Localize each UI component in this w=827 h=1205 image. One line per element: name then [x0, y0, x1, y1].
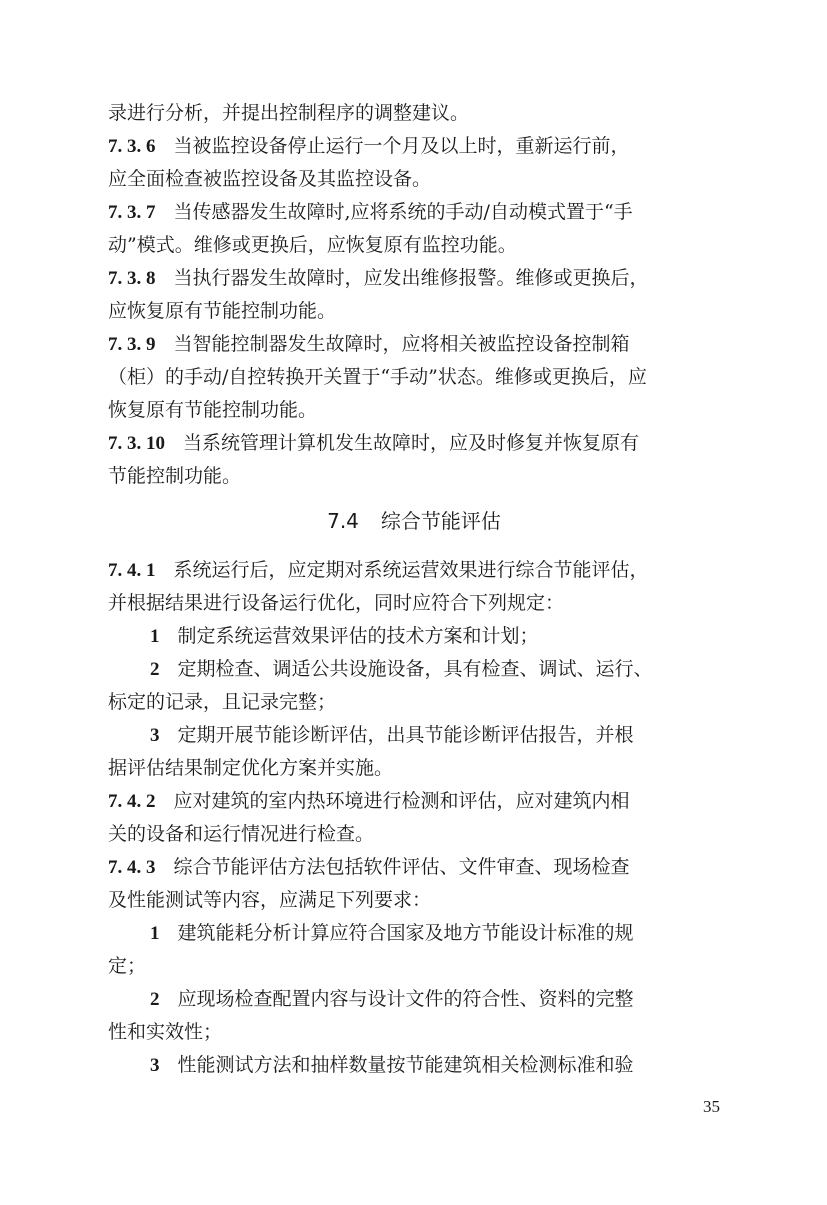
clause-number: 7. 3. 6: [108, 136, 156, 157]
text-line: （柜）的手动/自控转换开关置于“手动”状态。维修或更换后，应: [108, 366, 647, 388]
text-line: 应全面检查被监控设备及其监控设备。: [108, 168, 432, 190]
section-number: 7.4: [327, 509, 359, 533]
text-line: 及性能测试等内容，应满足下列要求：: [108, 889, 432, 911]
clause-number: 7. 3. 9: [108, 334, 156, 355]
clause-7-3-8: [108, 262, 720, 295]
text-line: 当被监控设备停止运行一个月及以上时，重新运行前，: [173, 135, 630, 157]
text-line: 动”模式。维修或更换后，应恢复原有监控功能。: [108, 234, 517, 256]
text-line: 应现场检查配置内容与设计文件的符合性、资料的完整: [177, 988, 634, 1010]
clause-7-3-10: [108, 427, 720, 460]
item-number: 2: [150, 659, 160, 680]
text-line: 节能控制功能。: [108, 465, 242, 487]
text-line: 关的设备和运行情况进行检查。: [108, 823, 375, 845]
text-line: 当执行器发生故障时，应发出维修报警。维修或更换后，: [173, 267, 649, 289]
text-line: 录进行分析，并提出控制程序的调整建议。: [108, 102, 470, 124]
list-item: [108, 1049, 720, 1082]
clause-number: 7. 4. 2: [108, 791, 156, 812]
clause-number: 7. 4. 1: [108, 560, 156, 581]
text-line: 恢复原有节能控制功能。: [108, 399, 318, 421]
list-item: [108, 719, 720, 752]
text-line: 当传感器发生故障时,应将系统的手动/自动模式置于“手: [173, 201, 633, 223]
text-line: 当智能控制器发生故障时，应将相关被监控设备控制箱: [173, 333, 630, 355]
clause-7-4-3: [108, 851, 720, 884]
item-number: 1: [150, 923, 160, 944]
list-item: [108, 983, 720, 1016]
list-item: [108, 917, 720, 950]
item-number: 3: [150, 1055, 160, 1076]
text-line: 应恢复原有节能控制功能。: [108, 300, 337, 322]
item-number: 3: [150, 725, 160, 746]
body-text: [108, 97, 720, 1082]
clause-7-4-2: [108, 785, 720, 818]
text-line: 并根据结果进行设备运行优化，同时应符合下列规定：: [108, 592, 565, 614]
text-line: 应对建筑的室内热环境进行检测和评估，应对建筑内相: [173, 790, 630, 812]
text-line: 定期检查、调适公共设施设备，具有检查、调试、运行、: [177, 658, 653, 680]
section-heading: [108, 505, 720, 538]
section-title: 综合节能评估: [380, 509, 501, 533]
text-line: 标定的记录，且记录完整；: [108, 691, 337, 713]
list-item: [108, 653, 720, 686]
clause-number: 7. 3. 10: [108, 433, 165, 454]
text-line: 当系统管理计算机发生故障时，应及时修复并恢复原有: [183, 432, 640, 454]
text-line: 据评估结果制定优化方案并实施。: [108, 757, 394, 779]
text-line: 定期开展节能诊断评估，出具节能诊断评估报告，并根: [177, 724, 634, 746]
clause-number: 7. 3. 8: [108, 268, 156, 289]
item-number: 2: [150, 989, 160, 1010]
text-line: 系统运行后，应定期对系统运营效果进行综合节能评估，: [173, 559, 649, 581]
text-line: 综合节能评估方法包括软件评估、文件审查、现场检查: [173, 856, 630, 878]
clause-7-3-6: [108, 130, 720, 163]
text-line: 定；: [108, 955, 147, 977]
clause-7-4-1: [108, 554, 720, 587]
text-line: 性能测试方法和抽样数量按节能建筑相关检测标准和验: [177, 1054, 634, 1076]
list-item: [108, 620, 720, 653]
clause-7-3-7: [108, 196, 720, 229]
item-number: 1: [150, 626, 160, 647]
text-line: 建筑能耗分析计算应符合国家及地方节能设计标准的规: [177, 922, 634, 944]
clause-7-3-9: [108, 328, 720, 361]
page-number: 35: [703, 1097, 720, 1116]
clause-number: 7. 4. 3: [108, 857, 156, 878]
text-line: 性和实效性；: [108, 1021, 223, 1043]
clause-number: 7. 3. 7: [108, 202, 156, 223]
text-line: 制定系统运营效果评估的技术方案和计划；: [177, 625, 539, 647]
